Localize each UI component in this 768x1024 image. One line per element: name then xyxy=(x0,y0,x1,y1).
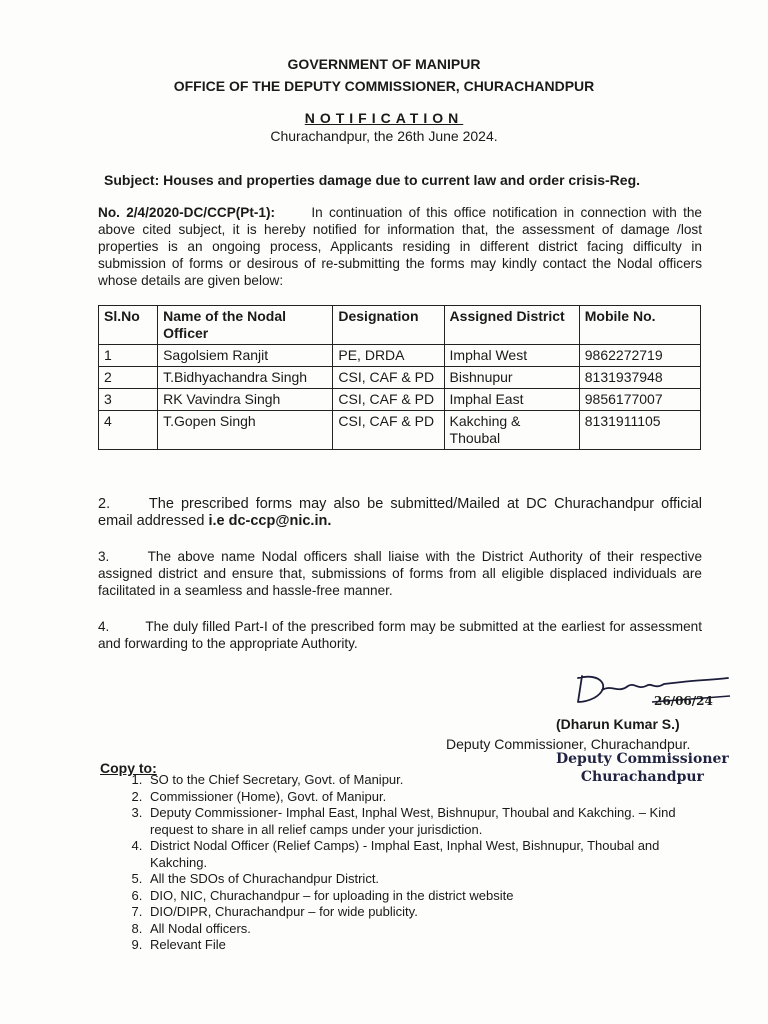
paragraph-2-text: The prescribed forms may also be submitted/Mailed at DC Churachandpur official email addressed xyxy=(98,496,702,529)
paragraph-1 xyxy=(98,204,702,289)
copy-to-list xyxy=(110,772,706,954)
cell-district: Bishnupur xyxy=(444,367,579,389)
cell-district: Imphal West xyxy=(444,345,579,367)
paragraph-3-text: The above name Nodal officers shall liaise with the District Authority of their respective assigned district and ensure that, submissions of forms from all eligible displaced individuals are facilitated in a seamless and hassle-free manner. xyxy=(98,549,703,598)
cell-district: Imphal East xyxy=(444,389,579,411)
cell-designation: CSI, CAF & PD xyxy=(333,367,444,389)
cell-name: T.Gopen Singh xyxy=(158,411,333,450)
list-item: 7. DIO/DIPR, Churachandpur – for wide publicity. xyxy=(146,904,706,921)
cell-slno: 2 xyxy=(99,367,158,389)
signer-name: (Dharun Kumar S.) xyxy=(556,716,680,732)
paragraph-4-text: The duly filled Part-I of the prescribed form may be submitted at the earliest for assessment and forwarding to the appropriate Authority. xyxy=(98,619,703,651)
cell-name: T.Bidhyachandra Singh xyxy=(158,367,333,389)
cell-mobile: 9862272719 xyxy=(579,345,700,367)
signer-designation: Deputy Commissioner, Churachandpur. xyxy=(446,736,691,752)
table-row xyxy=(99,411,701,450)
copy-to-heading: Copy to: xyxy=(100,760,157,776)
table-row xyxy=(99,345,701,367)
paragraph-1-text: In continuation of this office notification in connection with the above cited subject, it is hereby notified for information that, the assessment of damage /lost properties is an ongoing process, Applicants residing in different district facing difficulty in submission of forms or desirous of re-submitting the forms may kindly contact the Nodal officers whose details are given below: xyxy=(98,205,702,288)
list-item: 6. DIO, NIC, Churachandpur – for uploading in the district website xyxy=(146,888,706,905)
subject-line: Subject: Houses and properties damage due to current law and order crisis-Reg. xyxy=(104,172,641,188)
office-header: OFFICE OF THE DEPUTY COMMISSIONER, CHURACHANDPUR xyxy=(173,78,595,94)
cell-name: Sagolsiem Ranjit xyxy=(158,345,333,367)
paragraph-4-number: 4. xyxy=(98,619,110,634)
table-row xyxy=(99,389,701,411)
cell-name: RK Vavindra Singh xyxy=(158,389,333,411)
stamp-line-2: Churachandpur xyxy=(580,769,704,785)
list-item: 3. Deputy Commissioner- Imphal East, Inphal West, Bishnupur, Thoubal and Kakching. – Kind request to share in all relief camps under your jurisdiction. xyxy=(146,805,706,838)
cell-designation: PE, DRDA xyxy=(333,345,444,367)
cell-mobile: 8131911105 xyxy=(579,411,700,450)
paragraph-3 xyxy=(98,548,702,599)
col-header-district: Assigned District xyxy=(444,306,579,345)
cell-mobile: 9856177007 xyxy=(579,389,700,411)
cell-designation: CSI, CAF & PD xyxy=(333,411,444,450)
reference-number: No. 2/4/2020-DC/CCP(Pt-1): xyxy=(98,205,276,220)
notification-title: NOTIFICATION xyxy=(304,110,464,126)
place-date: Churachandpur, the 26th June 2024. xyxy=(270,128,498,144)
paragraph-2-number: 2. xyxy=(98,496,111,512)
paragraph-4 xyxy=(98,618,702,652)
table-row xyxy=(99,367,701,389)
list-item: 2. Commissioner (Home), Govt. of Manipur. xyxy=(146,789,706,806)
list-item: 5. All the SDOs of Churachandpur District. xyxy=(146,871,706,888)
col-header-slno: Sl.No xyxy=(99,306,158,345)
signature-date: 26/06/24 xyxy=(654,694,713,708)
col-header-mobile: Mobile No. xyxy=(579,306,700,345)
list-item: 1. SO to the Chief Secretary, Govt. of Manipur. xyxy=(146,772,706,789)
cell-designation: CSI, CAF & PD xyxy=(333,389,444,411)
cell-slno: 3 xyxy=(99,389,158,411)
paragraph-3-number: 3. xyxy=(98,549,110,564)
list-item: 8. All Nodal officers. xyxy=(146,921,706,938)
col-header-name: Name of the Nodal Officer xyxy=(158,306,333,345)
list-item: 4. District Nodal Officer (Relief Camps) - Imphal East, Inphal West, Bishnupur, Thoubal and Kakching. xyxy=(146,838,706,871)
col-header-designation: Designation xyxy=(333,306,444,345)
table-header-row xyxy=(99,306,701,345)
list-item: 9. Relevant File xyxy=(146,937,706,954)
cell-slno: 1 xyxy=(99,345,158,367)
stamp-line-1: Deputy Commissioner xyxy=(556,751,729,767)
paragraph-2 xyxy=(98,496,702,530)
cell-district: Kakching & Thoubal xyxy=(444,411,579,450)
cell-slno: 4 xyxy=(99,411,158,450)
official-email[interactable]: i.e dc-ccp@nic.in. xyxy=(208,513,332,529)
govt-header: GOVERNMENT OF MANIPUR xyxy=(287,56,481,72)
nodal-officers-table xyxy=(98,305,701,450)
cell-mobile: 8131937948 xyxy=(579,367,700,389)
